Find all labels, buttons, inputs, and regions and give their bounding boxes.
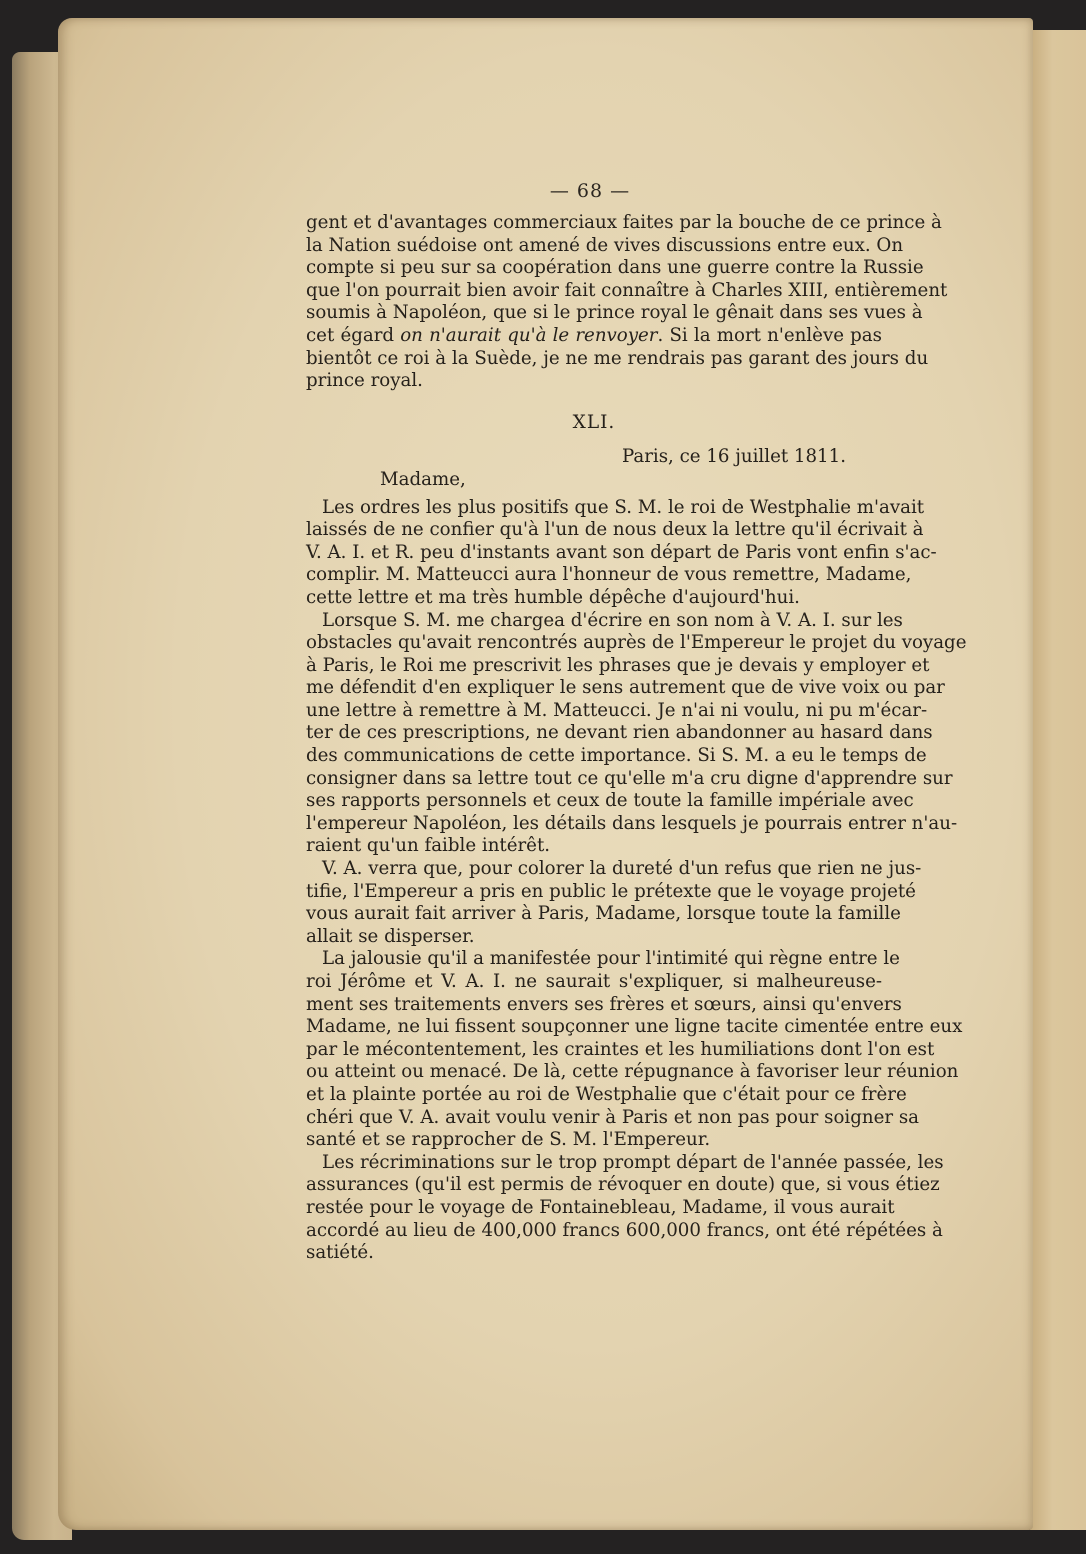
page-text: [306, 212, 967, 1265]
text-line: raient qu'un faible intérêt.: [306, 835, 551, 857]
letter-number-heading: XLI.: [572, 411, 616, 433]
text-line: vous aurait fait arriver à Paris, Madame, lorsque toute la famille: [306, 903, 901, 925]
text-line: ment ses traitements envers ses frères et sœurs, ainsi qu'envers: [306, 993, 902, 1015]
text-line: bientôt ce roi à la Suède, je ne me rendrais pas garant des jours du: [306, 347, 929, 369]
text-line: Madame, ne lui fissent soupçonner une ligne tacite cimentée entre eux: [306, 1016, 963, 1038]
text-line: que l'on pourrait bien avoir fait connaître à Charles XIII, entièrement: [306, 279, 948, 301]
text-line: chéri que V. A. avait voulu venir à Paris et non pas pour soigner sa: [306, 1106, 920, 1128]
paragraph: [306, 496, 937, 610]
text-line: compte si peu sur sa coopération dans une guerre contre la Russie: [306, 257, 924, 279]
dateline: Paris, ce 16 juillet 1811.: [621, 446, 846, 468]
text-line: des communications de cette importance. Si S. M. a eu le temps de: [306, 745, 927, 767]
text-line: tifie, l'Empereur a pris en public le prétexte que le voyage projeté: [306, 880, 916, 902]
text-line: me défendit d'en expliquer le sens autrement que de vive voix ou par: [306, 677, 945, 699]
text-line: ou atteint ou menacé. De là, cette répugnance à favoriser leur réunion: [306, 1061, 959, 1083]
text-line: obstacles qu'avait rencontrés auprès de l'Empereur le projet du voyage: [306, 632, 967, 654]
text-line: complir. M. Matteucci aura l'honneur de vous remettre, Madame,: [306, 564, 912, 586]
paragraph: [306, 609, 967, 859]
italic-phrase: on n'aurait qu'à le renvoyer: [400, 324, 658, 346]
text-line: V. A. verra que, pour colorer la dureté d'un refus que rien ne jus-: [322, 858, 922, 880]
text-line: roi Jérôme et V. A. I. ne saurait s'expliquer, si malheureuse-: [306, 971, 882, 992]
page-number: — 68 —: [549, 180, 631, 202]
text-line: santé et se rapprocher de S. M. l'Empereur.: [306, 1129, 711, 1151]
paragraph: [306, 1151, 944, 1265]
text-line: cet égard on n'aurait qu'à le renvoyer. Si la mort n'enlève pas: [306, 324, 882, 346]
text-line: Les ordres les plus positifs que S. M. le roi de Westphalie m'avait: [322, 496, 925, 518]
text-line: accordé au lieu de 400,000 francs 600,000 francs, ont été répétées à: [306, 1219, 943, 1241]
text-line: l'empereur Napoléon, les détails dans lesquels je pourrais entrer n'au-: [306, 812, 958, 834]
text-line: V. A. I. et R. peu d'instants avant son départ de Paris vont enfin s'ac-: [306, 541, 937, 563]
continuation-paragraph: [306, 212, 948, 393]
text-line: et la plainte portée au roi de Westphalie que c'était pour ce frère: [306, 1083, 907, 1105]
text-line: La jalousie qu'il a manifestée pour l'intimité qui règne entre le: [322, 948, 900, 970]
facing-page-edge: [1030, 30, 1086, 1530]
text-line: assurances (qu'il est permis de révoquer en doute) que, si vous étiez: [306, 1174, 940, 1196]
text-line: laissés de ne confier qu'à l'un de nous deux la lettre qu'il écrivait à: [306, 519, 924, 541]
text-line: ses rapports personnels et ceux de toute la famille impériale avec: [306, 790, 914, 812]
text-line: la Nation suédoise ont amené de vives discussions entre eux. On: [306, 234, 904, 256]
text-line: cette lettre et ma très humble dépêche d'aujourd'hui.: [306, 586, 800, 608]
text-line: Les récriminations sur le trop prompt départ de l'année passée, les: [322, 1151, 944, 1173]
paragraph: [306, 948, 963, 1151]
text-line: gent et d'avantages commerciaux faites par la bouche de ce prince à: [306, 212, 942, 233]
text-line: satiété.: [306, 1242, 374, 1264]
text-line: soumis à Napoléon, que si le prince royal le gênait dans ses vues à: [306, 302, 923, 324]
text-line: consigner dans sa lettre tout ce qu'elle m'a cru digne d'apprendre sur: [306, 767, 953, 789]
text-line: par le mécontentement, les craintes et les humiliations dont l'on est: [306, 1038, 935, 1060]
paragraph: [306, 858, 922, 948]
text-line: allait se disperser.: [306, 925, 475, 947]
text-line: une lettre à remettre à M. Matteucci. Je n'ai ni voulu, ni pu m'écar-: [306, 699, 928, 721]
salutation: Madame,: [380, 468, 466, 490]
text-line: Lorsque S. M. me chargea d'écrire en son nom à V. A. I. sur les: [322, 609, 903, 631]
text-line: prince royal.: [306, 370, 423, 392]
text-line: à Paris, le Roi me prescrivit les phrases que je devais y employer et: [306, 654, 930, 676]
text-line: ter de ces prescriptions, ne devant rien abandonner au hasard dans: [306, 722, 933, 744]
text-line: restée pour le voyage de Fontainebleau, Madame, il vous aurait: [306, 1196, 895, 1218]
